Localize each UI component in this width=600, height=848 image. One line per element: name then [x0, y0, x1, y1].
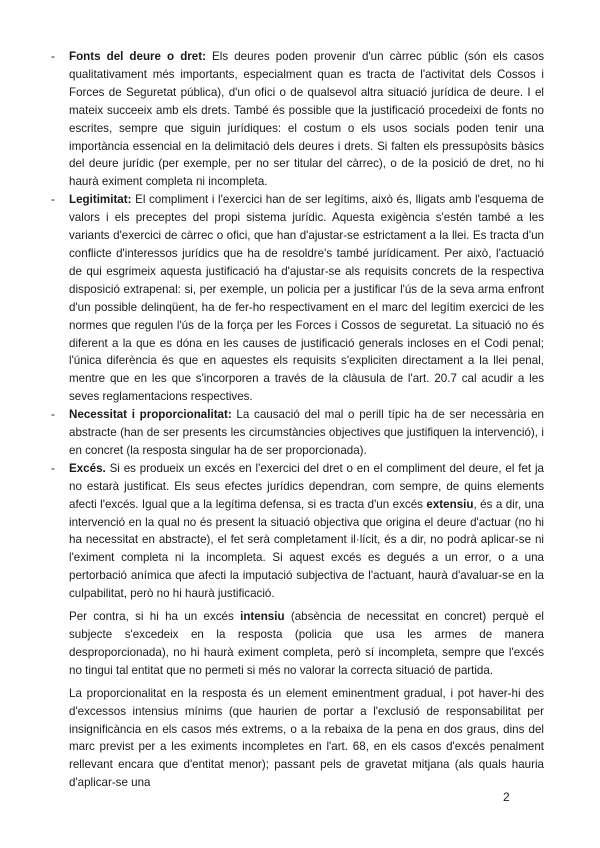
item-text: La proporcionalitat en la resposta és un element eminentment gradual, i pot haver-hi des d'excessos intensius mínims (que haurien de portar a l'exclusió de responsabilitat per insignificància en els casos més extrems, o a la rebaixa de la pena en dos graus, dins del marc previst per a les eximents incompletes en l'art. 68, en els casos d'excés penalment rellevant encara que d'entitat menor); passant pels de gravetat mitjana (als quals hauria d'aplicar-se una: [69, 686, 544, 790]
bullet-dash: -: [51, 193, 55, 207]
bullet-dash: -: [51, 50, 55, 63]
item-text: , és a dir, una intervenció en la qual no és present la situació objectiva que origina el deure d'actuar (no hi ha necessitat en abstracte), el fet serà completament il·lícit, és a dir, no podrà aplicar-se ni l'eximent completa ni la incompleta. Si aquest excés es degués a un error, o a una pertorbació anímica que afecti la imputació subjectiva de l'actuant, haurà d'avaluar-se en la culpabilitat, però no hi haurà justificació.: [69, 497, 544, 601]
list-item-fonts: [48, 48, 544, 191]
bullet-dash: -: [51, 408, 55, 422]
paragraph-legitimitat: [69, 191, 544, 406]
paragraph-exces-2: [69, 608, 544, 680]
item-title: Legitimitat:: [69, 193, 132, 207]
item-title: Fonts del deure o dret:: [69, 50, 206, 63]
item-text: La causació del mal o perill típic ha de ser necessària en abstracte (han de ser presents les circumstàncies objectives que justifiquen la intervenció), i en concret (la resposta singular ha de ser proporcionada).: [69, 408, 544, 457]
paragraph-exces-1: [69, 460, 544, 603]
item-title: Necessitat i proporcionalitat:: [69, 408, 232, 422]
item-title: Excés.: [69, 461, 106, 475]
item-text: Si es produeix un excés en l'exercici del dret o en el compliment del deure, el fet ja no estarà justificat. Els seus efectes jurídics dependran, com sempre, de quins elements afecti l'excés. Igual que a la legítima defensa, si es tracta d'un excés: [69, 461, 544, 511]
emphasis-intensiu: intensiu: [240, 610, 285, 624]
item-text: Els deures poden provenir d'un càrrec públic (són els casos qualitativament més importants, especialment quan es tracta de l'activitat dels Cossos i Forces de Seguretat pública), d'un ofici o de qualsevol altra situació jurídica de deure. I el mateix succeeix amb els drets. També és possible que la justificació procedeixi de fonts no escrites, sempre que siguin jurídiques: el costum o els usos socials poden tenir una importància essencial en la delimitació dels deures i drets. Si falten els pressupòsits bàsics del deure jurídic (per exemple, per no ser titular del càrrec), o de la posició de dret, no hi haurà eximent completa ni incompleta.: [69, 50, 544, 189]
list-item-necessitat: [48, 406, 544, 460]
bullet-dash: -: [51, 461, 55, 475]
paragraph-necessitat: [69, 406, 544, 460]
item-text: Per contra, si hi ha un excés: [69, 610, 241, 624]
item-text: (absència de necessitat en concret) perquè el subjecte s'excedeix en la resposta (policia que usa les armes de manera desproporcionada), no hi haurà eximent completa, però sí incompleta, sempre que l'excés no tingui tal entitat que no permeti si més no valorar la correcta situació de partida.: [69, 610, 544, 677]
list-item-legitimitat: [48, 191, 544, 406]
paragraph-fonts: [69, 48, 544, 191]
emphasis-extensiu: extensiu: [426, 497, 474, 511]
item-text: El compliment i l'exercici han de ser legítims, això és, lligats amb l'esquema de valors i els preceptes del propi sistema jurídic. Aquesta exigència s'estén també a les variants d'exercici de càrrec o ofici, que han d'ajustar-se estrictament a la llei. Es tracta d'un conflicte d'interessos jurídics que ha de resoldre's també jurídicament. Per això, l'actuació de qui esgrimeix aquesta justificació ha d'ajustar-se als requisits concrets de la respectiva disposició extrapenal: si, per exemple, un policia per a justificar l'ús de la seva arma enfront d'un possible delinqüent, ha de fer-ho respectivament en el marc del legítim exercici de les normes que regulen l'ús de la força per les Forces i Cossos de seguretat. La situació no és diferent a la que es dóna en les causes de justificació generals incloses en el Codi penal; l'única diferència és que en aquestes els requisits s'expliciten directament a la llei penal, mentre que en les que s'incorporen a través de la clàusula de l'art. 20.7 cal acudir a les seves reglamentacions respectives.: [69, 193, 544, 404]
page-number: 2: [503, 790, 510, 804]
paragraph-exces-3: [69, 685, 544, 792]
list-item-exces: [48, 460, 544, 792]
requirements-list: [48, 48, 544, 792]
